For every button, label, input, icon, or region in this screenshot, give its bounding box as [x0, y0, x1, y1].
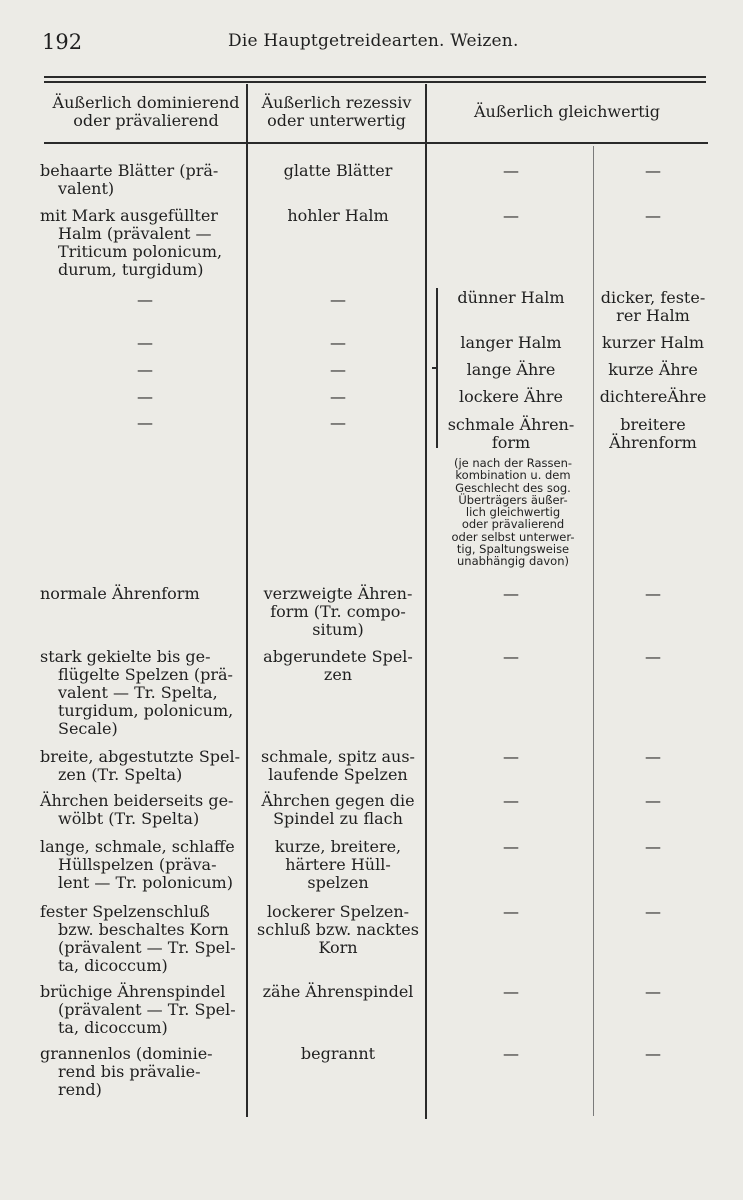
top-rule: [44, 76, 706, 78]
cell-line: Secale): [58, 719, 118, 738]
cell-line: —: [503, 902, 519, 921]
footnote-line: oder prävalierend: [461, 517, 565, 532]
footnote-line: Geschlecht des sog.: [455, 480, 571, 495]
cell-recessive: [252, 334, 424, 352]
running-head: Die Hauptgetreidearten. Weizen.: [228, 31, 519, 51]
cell-line: bzw. beschaltes Korn: [58, 920, 229, 939]
cell-dominant: [40, 207, 250, 279]
cell-dominant: [40, 1045, 250, 1099]
cell-equal-left: [430, 1045, 592, 1063]
cell-line: Ährenform: [609, 433, 697, 452]
column-header-line: oder prävalierend: [73, 111, 219, 130]
cell-equal-left: [430, 838, 592, 856]
cell-equal-left: [430, 585, 592, 603]
cell-line: flügelte Spelzen (prä-: [58, 665, 233, 684]
cell-line: —: [330, 387, 346, 406]
column-header-line: oder unterwertig: [267, 111, 406, 130]
cell-line: kurze, breitere,: [274, 837, 402, 856]
cell-recessive: [252, 903, 424, 957]
cell-line: hohler Halm: [287, 206, 389, 225]
cell-line: form (Tr. compo-: [270, 602, 406, 621]
footnote-line: Überträgers äußer-: [458, 492, 568, 507]
cell-line: —: [503, 791, 519, 810]
cell-line: rer Halm: [616, 306, 690, 325]
cell-line: zen (Tr. Spelta): [58, 765, 183, 784]
footnote-line: (je nach der Rassen-: [453, 456, 573, 470]
cell-equal-right: [596, 416, 710, 452]
cell-line: rend bis prävalie-: [58, 1062, 201, 1081]
cell-line: (prävalent — Tr. Spel-: [58, 938, 236, 957]
cell-equal-left: [430, 416, 592, 452]
cell-equal-right: [596, 334, 710, 352]
cell-recessive: [252, 792, 424, 828]
cell-line: lockere Ähre: [458, 387, 564, 406]
cell-line: valent — Tr. Spelta,: [58, 683, 218, 702]
cell-line: rend): [58, 1080, 102, 1099]
cell-line: turgidum, polonicum,: [58, 701, 234, 720]
cell-equal-left: [430, 903, 592, 921]
footnote-line: lich gleichwertig: [465, 505, 561, 520]
cell-recessive: [252, 388, 424, 406]
cell-line: wölbt (Tr. Spelta): [58, 809, 200, 828]
cell-dominant: [40, 983, 250, 1037]
column-header-line: Äußerlich rezessiv: [261, 93, 412, 112]
cell-line: —: [503, 982, 519, 1001]
cell-recessive: [252, 207, 424, 225]
cell-line: härtere Hüll-: [285, 855, 391, 874]
footnote-line: unabhängig davon): [457, 554, 569, 569]
cell-dominant: [40, 585, 250, 603]
cell-line: —: [503, 837, 519, 856]
cell-line: Halm (prävalent —: [58, 224, 212, 243]
cell-dominant: [40, 648, 250, 738]
cell-line: stark gekielte bis ge-: [40, 647, 211, 666]
cell-line: —: [137, 360, 153, 379]
cell-equal-right: [596, 748, 710, 766]
cell-dominant: [40, 162, 250, 198]
cell-dominant: [40, 388, 250, 406]
cell-dominant: [40, 748, 250, 784]
cell-line: zen: [323, 665, 353, 684]
cell-line: verzweigte Ähren-: [263, 584, 413, 603]
footnote-line: kombination u. dem: [455, 468, 571, 483]
cell-line: —: [645, 902, 661, 921]
cell-recessive: [252, 1045, 424, 1063]
cell-equal-right: [596, 648, 710, 666]
cell-equal-right: [596, 207, 710, 225]
cell-line: zähe Ährenspindel: [262, 982, 414, 1001]
cell-line: form: [491, 433, 531, 452]
cell-line: spelzen: [307, 873, 369, 892]
cell-line: ta, dicoccum): [58, 1018, 168, 1037]
cell-equal-left: [430, 983, 592, 1001]
cell-line: dichtereÄhre: [599, 387, 707, 406]
cell-equal-left: [430, 162, 592, 180]
cell-recessive: [252, 838, 424, 892]
cell-dominant: [40, 414, 250, 432]
cell-line: ta, dicoccum): [58, 956, 168, 975]
cell-line: —: [137, 290, 153, 309]
cell-line: situm): [312, 620, 364, 639]
cell-recessive: [252, 748, 424, 784]
cell-equal-right: [596, 388, 710, 406]
cell-equal-right: [596, 792, 710, 810]
cell-equal-left: [430, 792, 592, 810]
cell-line: schmale Ähren-: [447, 415, 575, 434]
cell-line: lockerer Spelzen-: [266, 902, 410, 921]
cell-equal-right: [596, 361, 710, 379]
cell-line: durum, turgidum): [58, 260, 204, 279]
cell-line: —: [645, 584, 661, 603]
cell-line: —: [503, 161, 519, 180]
cell-line: —: [645, 1044, 661, 1063]
cell-equal-right: [596, 585, 710, 603]
cell-line: —: [503, 206, 519, 225]
cell-line: dünner Halm: [457, 288, 565, 307]
cell-line: (prävalent — Tr. Spel-: [58, 1000, 236, 1019]
cell-line: —: [503, 747, 519, 766]
column-header-dominant: [44, 94, 248, 130]
cell-equal-left: [430, 388, 592, 406]
cell-line: valent): [58, 179, 115, 198]
cell-dominant: [40, 903, 250, 975]
column-header-equal: [427, 103, 707, 121]
column-header-line: Äußerlich gleichwertig: [473, 102, 661, 121]
cell-line: grannenlos (dominie-: [40, 1044, 213, 1063]
column-header-line: Äußerlich dominierend: [52, 93, 240, 112]
cell-line: breitere: [620, 415, 686, 434]
cell-line: normale Ährenform: [40, 584, 200, 603]
cell-line: Ährchen gegen die: [261, 791, 415, 810]
cell-dominant: [40, 334, 250, 352]
cell-recessive: [252, 291, 424, 309]
cell-line: schmale, spitz aus-: [261, 747, 415, 766]
cell-line: Hüllspelzen (präva-: [58, 855, 217, 874]
cell-equal-right: [596, 983, 710, 1001]
cell-line: brüchige Ährenspindel: [40, 982, 226, 1001]
cell-equal-right: [596, 1045, 710, 1063]
cell-line: —: [137, 333, 153, 352]
cell-line: lange, schmale, schlaffe: [40, 837, 235, 856]
cell-equal-right: [596, 162, 710, 180]
cell-recessive: [252, 585, 424, 639]
cell-line: —: [330, 360, 346, 379]
footnote-remark: [434, 457, 592, 568]
cell-line: lent — Tr. polonicum): [58, 873, 233, 892]
cell-equal-left: [430, 334, 592, 352]
cell-line: begrannt: [300, 1044, 376, 1063]
cell-line: —: [645, 747, 661, 766]
cell-line: —: [645, 982, 661, 1001]
cell-line: fester Spelzenschluß: [40, 902, 210, 921]
cell-dominant: [40, 361, 250, 379]
cell-line: dicker, feste-: [600, 288, 706, 307]
footnote-line: tig, Spaltungsweise: [456, 542, 570, 557]
cell-equal-left: [430, 648, 592, 666]
cell-line: mit Mark ausgefüllter: [40, 206, 218, 225]
cell-equal-right: [596, 838, 710, 856]
cell-dominant: [40, 291, 250, 309]
cell-line: behaarte Blätter (prä-: [40, 161, 219, 180]
cell-line: kurzer Halm: [601, 333, 705, 352]
cell-line: —: [503, 584, 519, 603]
cell-line: —: [137, 413, 153, 432]
cell-recessive: [252, 648, 424, 684]
cell-equal-left: [430, 748, 592, 766]
cell-equal-left: [430, 361, 592, 379]
column-divider-3: [593, 146, 594, 1116]
cell-line: —: [503, 1044, 519, 1063]
cell-line: —: [645, 161, 661, 180]
cell-line: langer Halm: [460, 333, 562, 352]
cell-line: Spindel zu flach: [273, 809, 403, 828]
cell-line: —: [645, 837, 661, 856]
cell-line: kurze Ähre: [608, 360, 698, 379]
cell-recessive: [252, 414, 424, 432]
header-rule: [44, 142, 708, 144]
footnote-line: oder selbst unterwer-: [451, 529, 575, 544]
cell-line: Korn: [318, 938, 358, 957]
cell-line: breite, abgestutzte Spel-: [40, 747, 241, 766]
cell-equal-left: [430, 207, 592, 225]
cell-recessive: [252, 983, 424, 1001]
cell-line: —: [330, 413, 346, 432]
cell-equal-right: [596, 903, 710, 921]
cell-line: laufende Spelzen: [268, 765, 408, 784]
cell-line: —: [503, 647, 519, 666]
column-divider-2: [425, 84, 427, 1119]
cell-line: —: [645, 206, 661, 225]
cell-equal-right: [596, 289, 710, 325]
cell-line: abgerundete Spel-: [263, 647, 413, 666]
cell-line: —: [645, 791, 661, 810]
cell-line: —: [137, 387, 153, 406]
column-header-recessive: [248, 94, 425, 130]
cell-line: lange Ähre: [466, 360, 556, 379]
cell-line: —: [330, 333, 346, 352]
cell-equal-left: [430, 289, 592, 307]
cell-recessive: [252, 162, 424, 180]
cell-line: —: [330, 290, 346, 309]
cell-dominant: [40, 838, 250, 892]
cell-line: glatte Blätter: [283, 161, 393, 180]
cell-line: Triticum polonicum,: [58, 242, 223, 261]
cell-line: Ährchen beiderseits ge-: [40, 791, 234, 810]
cell-line: schluß bzw. nacktes: [257, 920, 419, 939]
cell-recessive: [252, 361, 424, 379]
page-number: 192: [42, 30, 83, 54]
top-rule-thin: [44, 81, 706, 83]
cell-line: —: [645, 647, 661, 666]
cell-dominant: [40, 792, 250, 828]
brace-tip: [432, 367, 438, 369]
